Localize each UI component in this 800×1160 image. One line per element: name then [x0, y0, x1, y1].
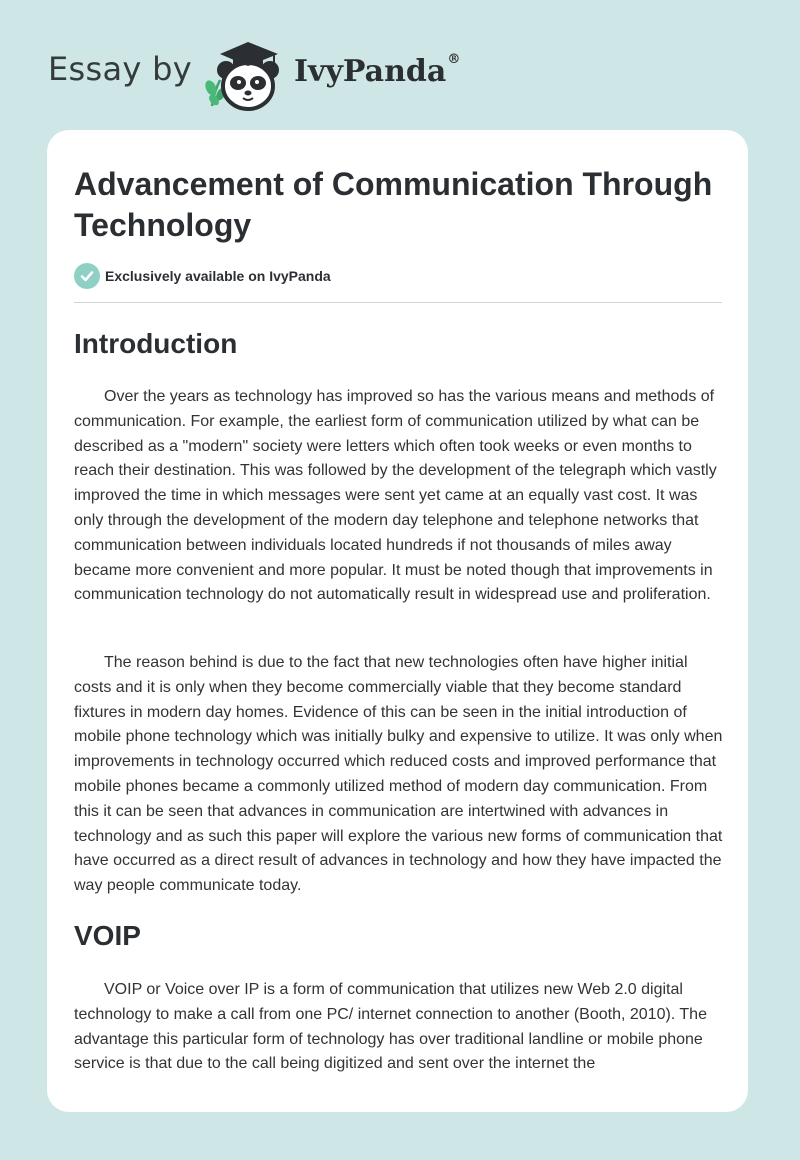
check-icon [74, 263, 100, 289]
panda-graduate-icon[interactable] [200, 36, 292, 112]
registered-mark: ® [447, 52, 461, 67]
site-header [0, 0, 800, 130]
brand-logo[interactable] [294, 54, 460, 89]
paragraph: VOIP or Voice over IP is a form of communication that utilizes new Web 2.0 digital technology to make a call from one PC/ internet connection to another (Booth, 2010). The advantage this particular form of technology has over traditional landline or mobile phone service is that due to the call being digitized and sent over the internet the [74, 981, 707, 1073]
essay-by-label: Essay by [48, 50, 192, 88]
exclusive-badge [74, 263, 331, 289]
section-heading-introduction: Introduction [74, 328, 238, 359]
essay-card [47, 130, 748, 1112]
exclusive-badge-text: Exclusively available on IvyPanda [105, 268, 331, 284]
paragraph: Over the years as technology has improved so has the various means and methods of communication. For example, the earliest form of communication utilized by what can be described as a "modern" society were letters which often took weeks or even months to reach their destination. This was followed by the development of the telegraph which vastly improved the time in which messages were sent yet came at an equally vast cost. It was only through the development of the modern day telephone and telephone networks that communication between individuals located hundreds if not thousands of miles away became more convenient and more popular. It must be noted though that improvements in communication technology do not automatically result in widespread use and proliferation. [74, 388, 717, 604]
paragraph: The reason behind is due to the fact that new technologies often have higher initial costs and it is only when they become commercially viable that they become standard fixtures in modern day homes. Evidence of this can be seen in the initial introduction of mobile phone technology which was initially bulky and expensive to utilize. It was only when improvements in technology occurred which reduced costs and improved performance that mobile phones became a commonly utilized method of modern day communication. From this it can be seen that advances in communication are intertwined with advances in technology and as such this paper will explore the various new forms of communication that have occurred as a direct result of advances in technology and how they have impacted the way people communicate today. [74, 654, 723, 895]
brand-name: IvyPanda [294, 54, 447, 89]
section-heading-voip: VOIP [74, 920, 141, 951]
divider [74, 302, 722, 303]
page-title: Advancement of Communication Through Technology [74, 166, 713, 243]
